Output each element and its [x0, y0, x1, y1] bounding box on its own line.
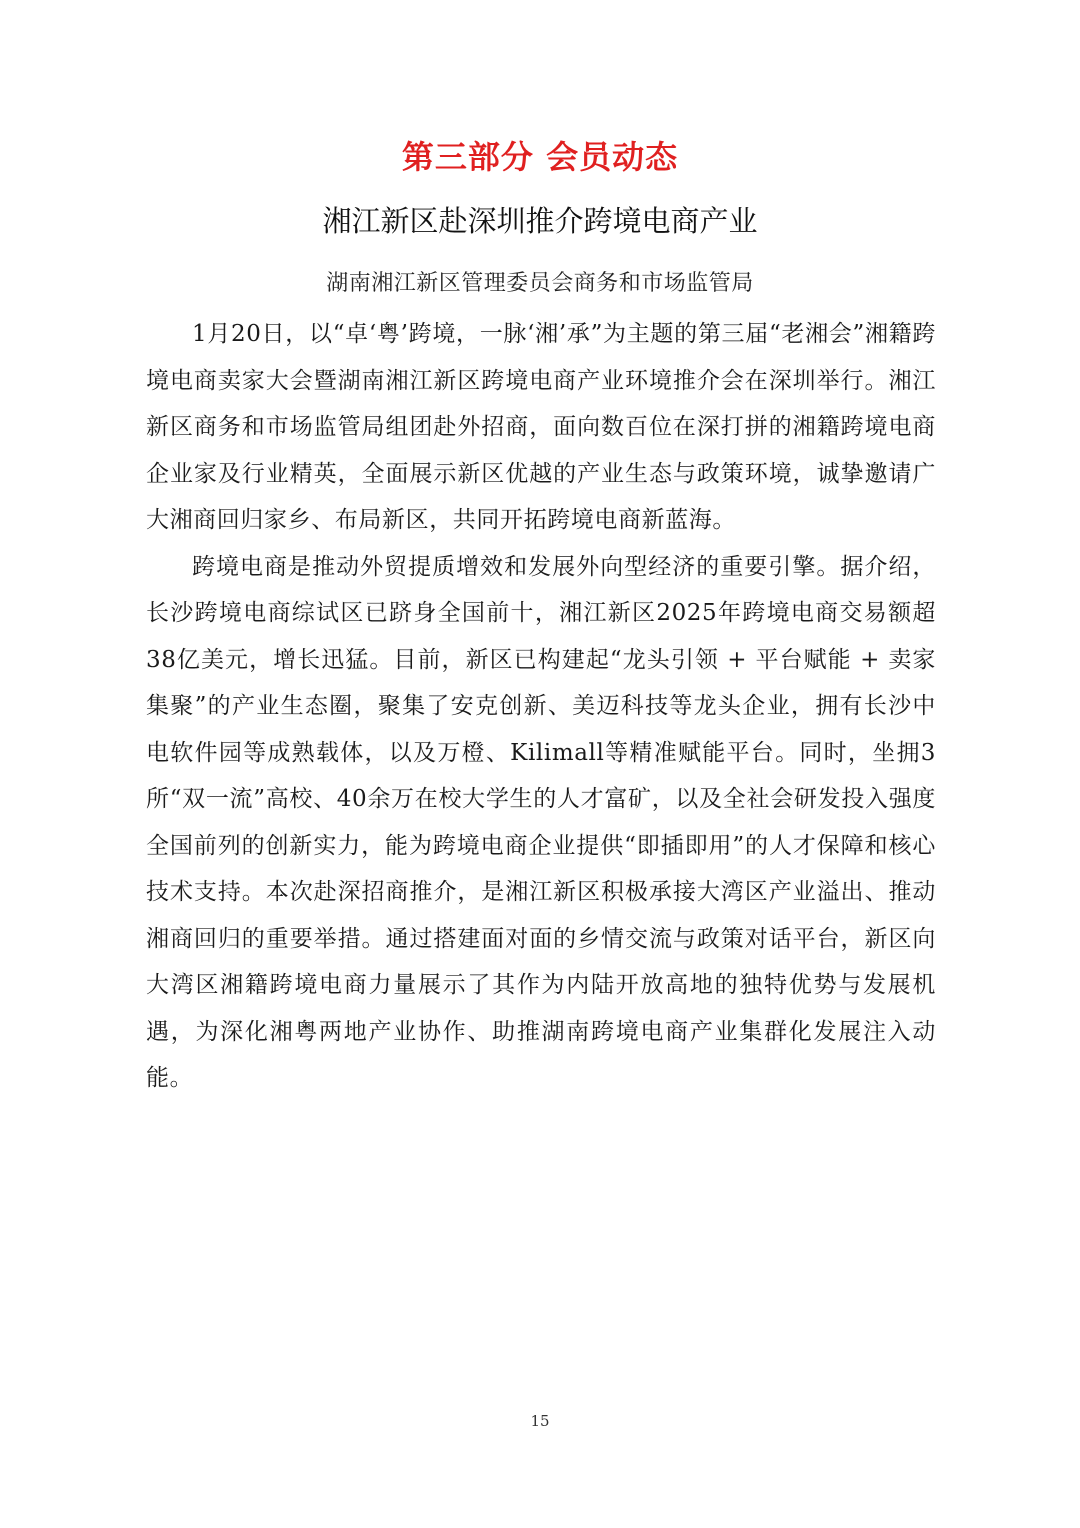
author-byline: 湖南湘江新区管理委员会商务和市场监管局: [326, 271, 754, 296]
article-body: [146, 311, 936, 1102]
article-title: 湘江新区赴深圳推介跨境电商产业: [322, 204, 758, 238]
page-number: 15: [530, 1412, 550, 1430]
paragraph: 1月20日，以“卓‘粤’跨境，一脉‘湘’承”为主题的第三届“老湘会”湘籍跨境电商卖家大会暨湖南湘江新区跨境电商产业环境推介会在深圳举行。湘江新区商务和市场监管局组团赴外招商，面向数百位在深打拼的湘籍跨境电商企业家及行业精英，全面展示新区优越的产业生态与政策环境，诚挚邀请广大湘商回归家乡、布局新区，共同开拓跨境电商新蓝海。: [146, 321, 936, 533]
section-title: 第三部分 会员动态: [401, 138, 679, 176]
paragraph: 跨境电商是推动外贸提质增效和发展外向型经济的重要引擎。据介绍，长沙跨境电商综试区已跻身全国前十，湘江新区2025年跨境电商交易额超38亿美元，增长迅猛。目前，新区已构建起“龙头引领 + 平台赋能 + 卖家集聚”的产业生态圈，聚集了安克创新、美迈科技等龙头企业，拥有长沙中电软件园等成熟载体，以及万橙、Kilimall等精准赋能平台。同时，坐拥3所“双一流”高校、40余万在校大学生的人才富矿，以及全社会研发投入强度全国前列的创新实力，能为跨境电商企业提供“即插即用”的人才保障和核心技术支持。本次赴深招商推介，是湘江新区积极承接大湾区产业溢出、推动湘商回归的重要举措。通过搭建面对面的乡情交流与政策对话平台，新区向大湾区湘籍跨境电商力量展示了其作为内陆开放高地的独特优势与发展机遇，为深化湘粤两地产业协作、助推湖南跨境电商产业集群化发展注入动能。: [146, 553, 936, 1091]
